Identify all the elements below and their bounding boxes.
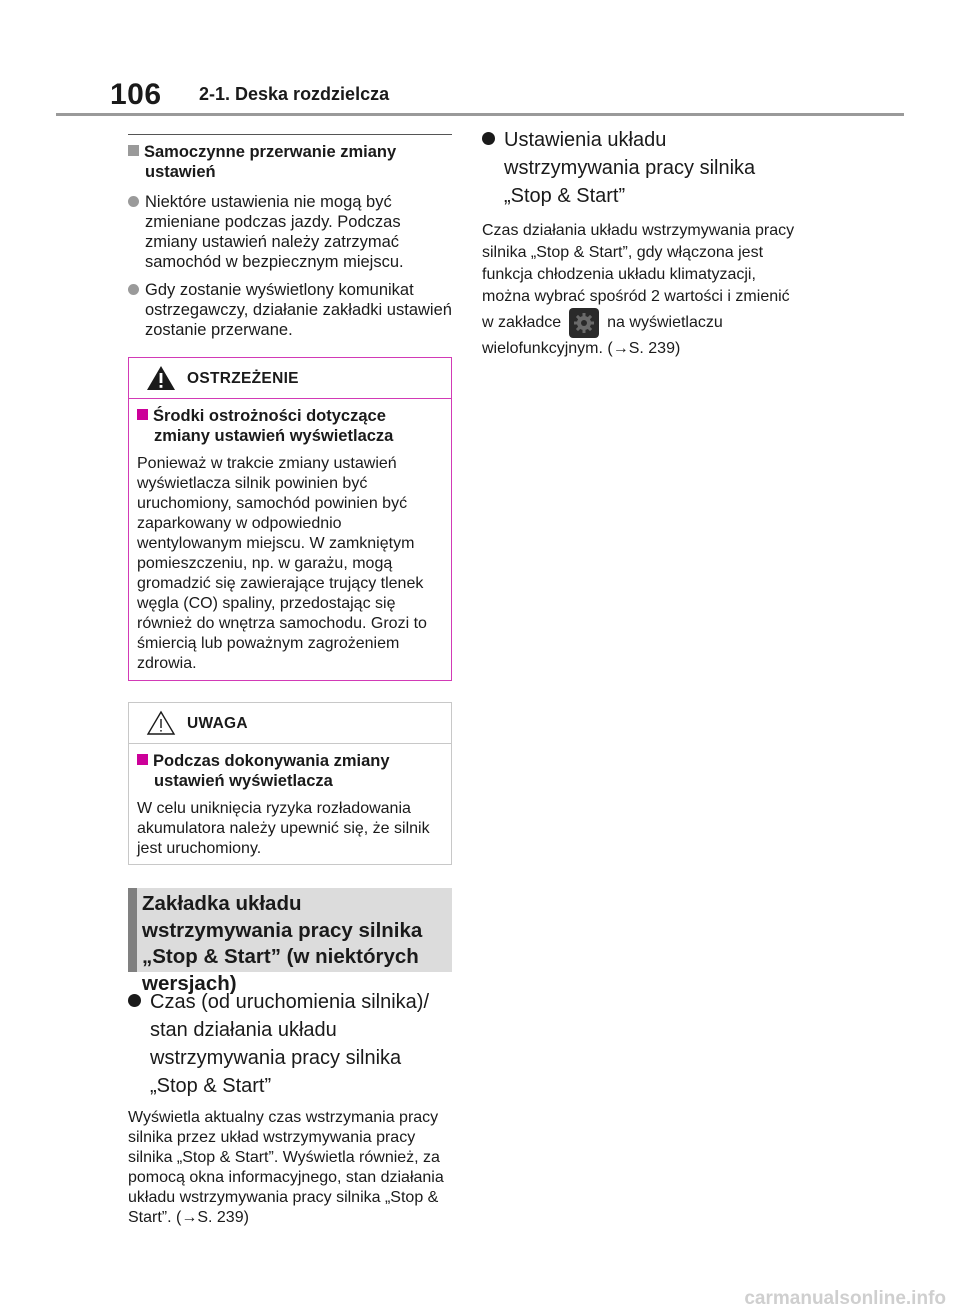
bullet-dot-icon: [128, 196, 139, 207]
subhead-line: ustawień: [145, 163, 216, 181]
heading-text: Zakładka układu wstrzymywania pracy silnika „Stop & Start” (w niektórych wersjach): [142, 892, 423, 995]
section-divider: [128, 134, 452, 135]
item-title-text: Ustawienia układu wstrzymywania pracy silnika „Stop & Start”: [504, 129, 756, 207]
item-title-text: Czas (od uruchomienia silnika)/ stan działania układu wstrzymywania pracy silnika „Stop & Start”: [150, 991, 430, 1097]
square-marker-icon: [128, 145, 139, 156]
warning-text: Ponieważ w trakcie zmiany ustawień wyświetlacza silnik powinien być uruchomiony, samochód powinien być zaparkowany w odpowiednio wentylowanym miejscu. W zamkniętym pomieszczeniu, np. w garażu, mogą gromadzić się zawierające trujący tlenek węgla (CO) spaliny, przedostając się również do wnętrza samochodu. Grozi to śmiercią lub poważnym zagrożeniem zdrowia.: [137, 455, 427, 672]
stop-start-tab-heading: [128, 888, 452, 995]
item-description: Wyświetla aktualny czas wstrzymania pracy silnika przez układ wstrzymywania pracy silnika „Stop & Start”. Wyświetla również, za pomocą okna informacyjnego, stan działania układu wstrzymywania pracy silnika „Stop & Start”. (→S. 239): [128, 1109, 444, 1226]
warning-triangle-icon: [145, 364, 177, 392]
subhead-line: zmiany ustawień wyświetlacza: [154, 427, 394, 445]
bullet-item: [128, 280, 452, 340]
description-text: Czas działania układu wstrzymywania pracy silnika „Stop & Start”, gdy włączona jest funkcja chłodzenia układu klimatyzacji, można wybrać spośród 2 wartości i zmienić w zakładce: [482, 222, 795, 332]
subhead-line: Podczas dokonywania zmiany: [153, 752, 390, 770]
square-marker-icon: [137, 754, 148, 765]
warning-box-header: [129, 358, 451, 399]
warning-box-body: [137, 406, 443, 674]
square-marker-icon: [137, 409, 148, 420]
item-time-status: [128, 988, 452, 1228]
subhead-line: Samoczynne przerwanie zmiany: [144, 143, 397, 161]
section-title-auto-interrupt: [128, 142, 452, 182]
heading-accent-bar: [128, 888, 137, 972]
bullet-dot-icon: [128, 994, 141, 1007]
bullet-item: [128, 192, 452, 272]
caution-label: UWAGA: [187, 715, 248, 732]
item-description: [482, 220, 802, 360]
bullet-dot-icon: [128, 284, 139, 295]
bullet-text: Niektóre ustawienia nie mogą być zmieniane podczas jazdy. Podczas zmiany ustawień należy zatrzymać samochód w bezpiecznym miejscu.: [145, 193, 404, 271]
bullet-text: Gdy zostanie wyświetlony komunikat ostrzegawczy, działanie zakładki ustawień zostanie przerwane.: [145, 281, 452, 339]
item-title: [128, 988, 452, 1100]
caution-box: [128, 702, 452, 865]
caution-title: [137, 751, 443, 791]
description-text: na wyświetlaczu wielofunkcyjnym. (→S. 239): [482, 314, 723, 357]
item-title: [482, 126, 802, 210]
caution-box-header: [129, 703, 451, 744]
section-title: 2-1. Deska rozdzielcza: [199, 84, 390, 104]
item-stop-start-settings: [482, 126, 802, 360]
section-auto-interrupt: [128, 142, 452, 340]
warning-label: OSTRZEŻENIE: [187, 370, 299, 387]
warning-box: [128, 357, 452, 681]
header-divider: [56, 113, 904, 116]
caution-triangle-icon: [145, 709, 177, 737]
page-number: 106: [110, 78, 162, 111]
watermark: carmanualsonline.info: [744, 1288, 946, 1309]
gear-icon: [569, 308, 599, 338]
warning-title: [137, 406, 443, 446]
caution-text: W celu uniknięcia ryzyka rozładowania akumulatora należy upewnić się, że silnik jest uruchomiony.: [137, 800, 430, 857]
caution-box-body: [137, 751, 443, 859]
bullet-dot-icon: [482, 132, 495, 145]
subhead-line: ustawień wyświetlacza: [154, 772, 333, 790]
subhead-line: Środki ostrożności dotyczące: [153, 407, 386, 425]
